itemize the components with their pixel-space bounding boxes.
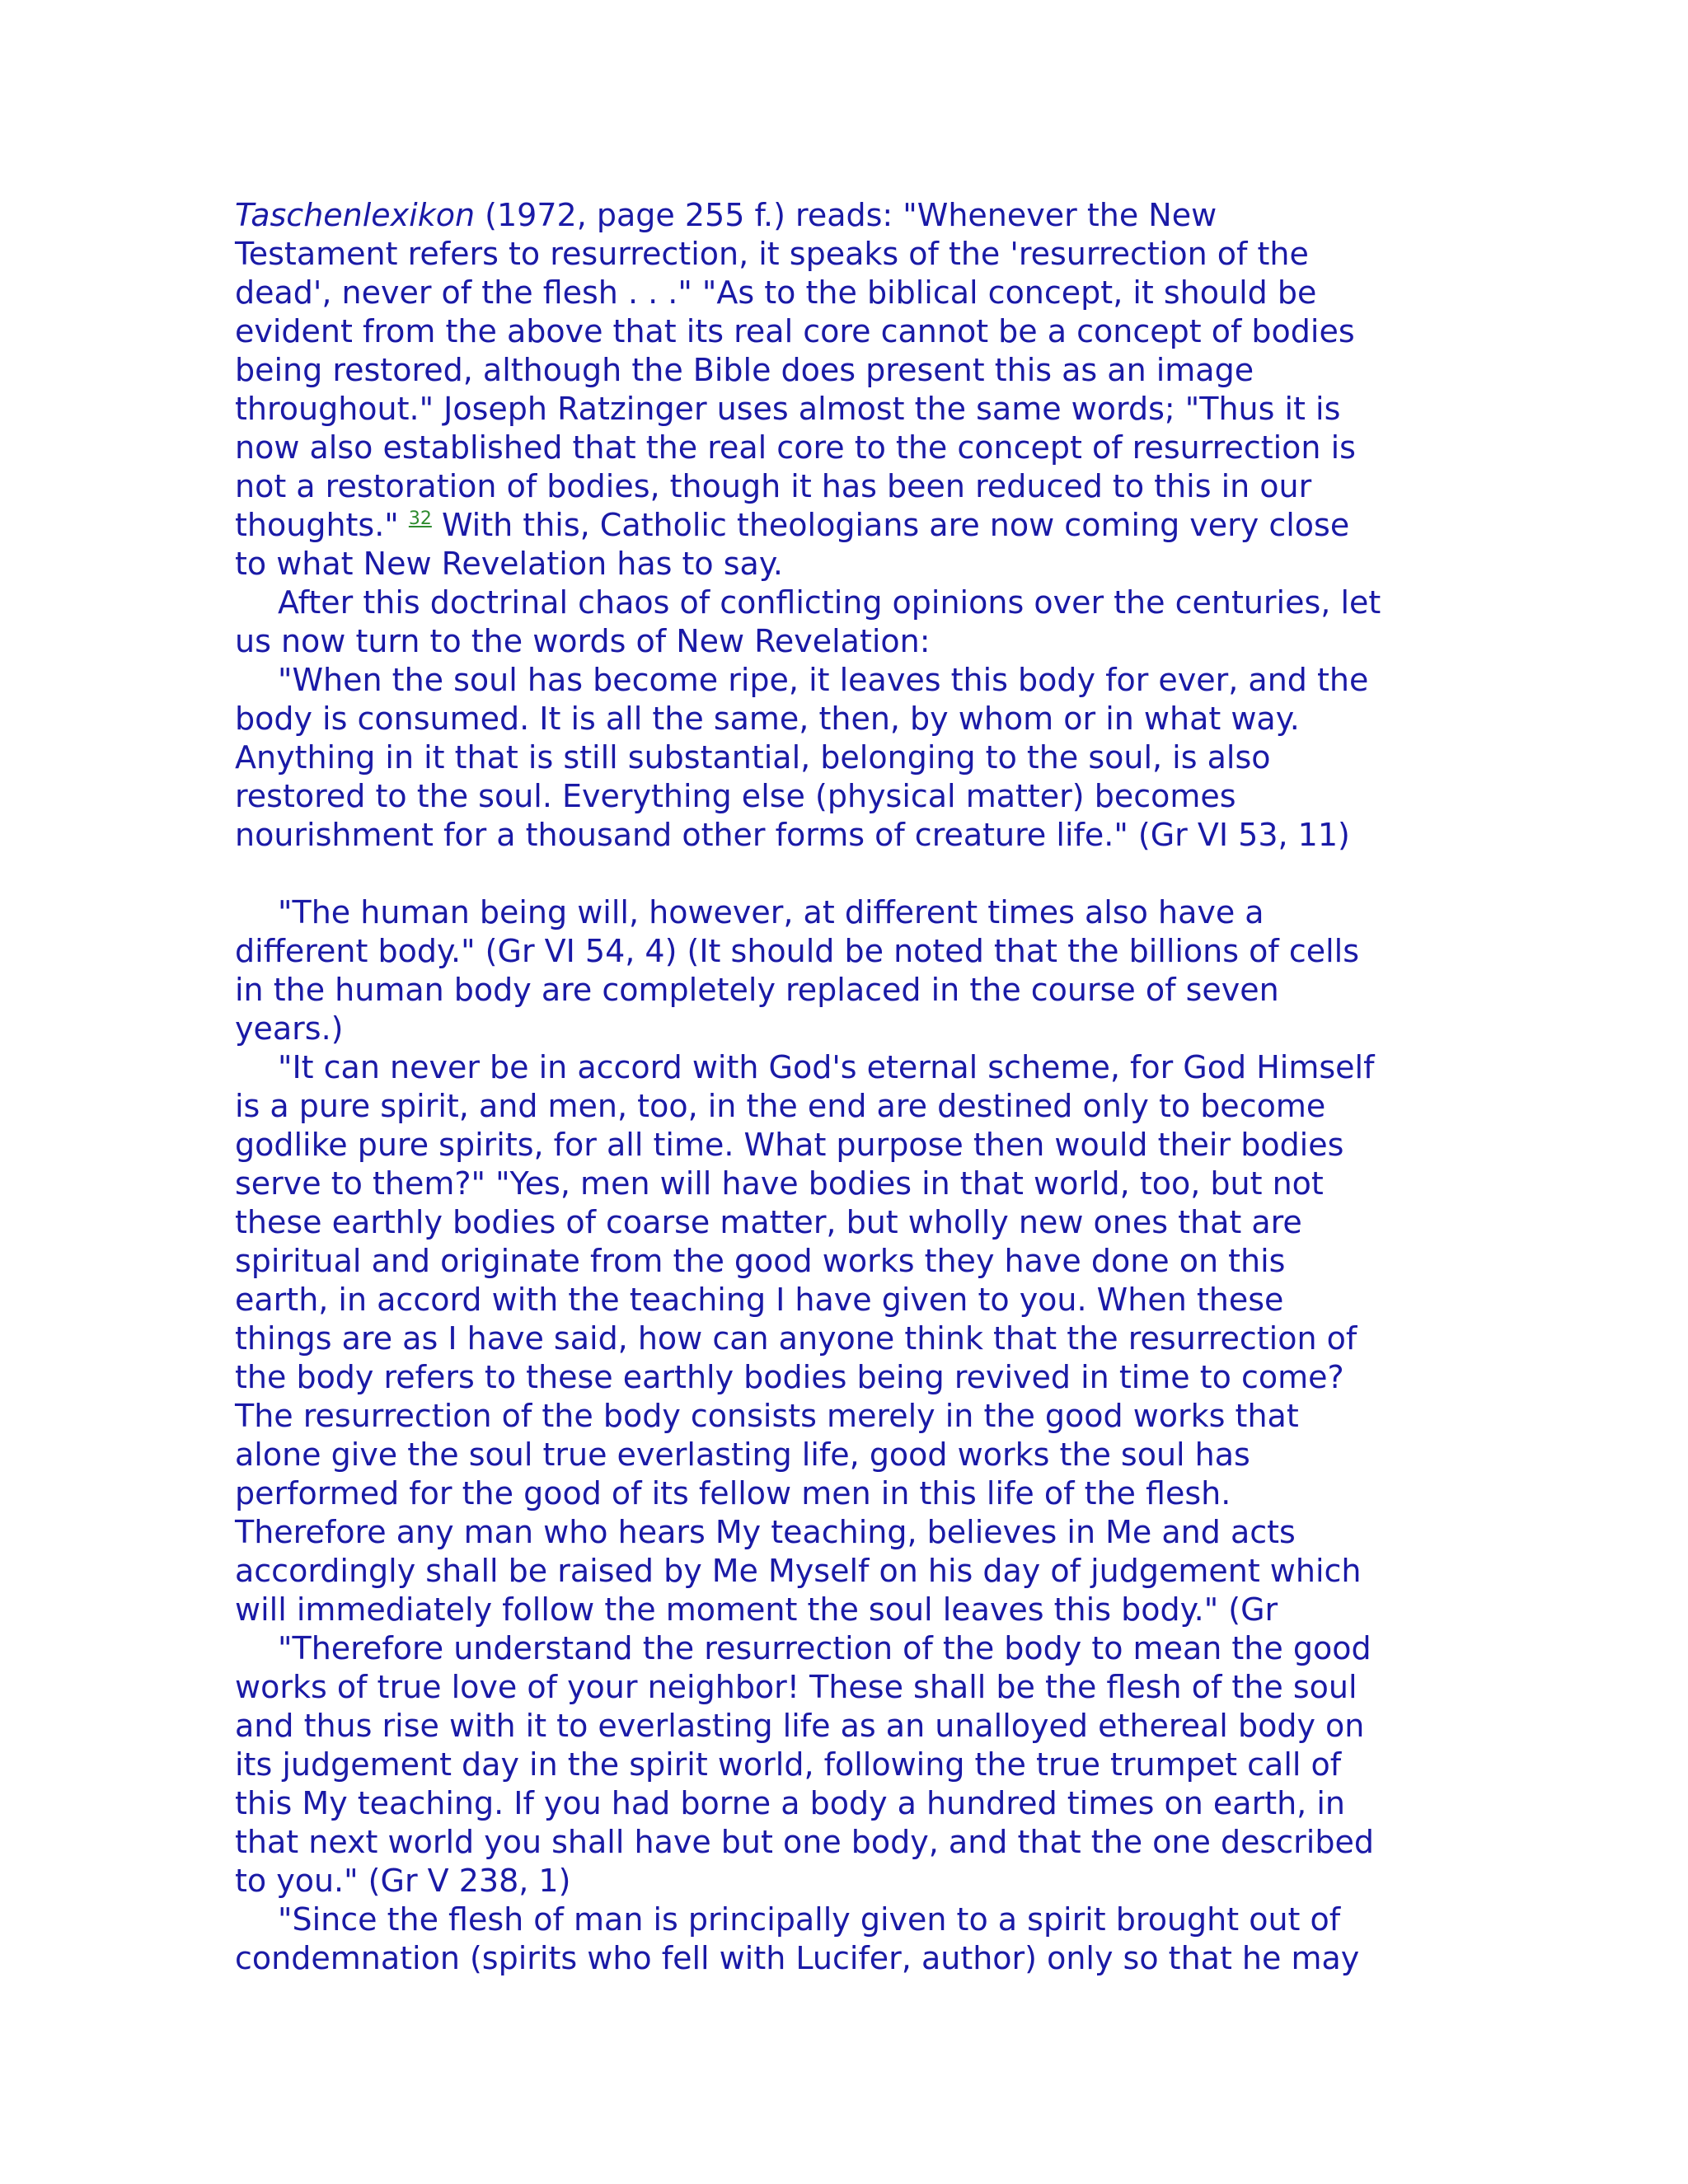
text-line: to what New Revelation has to say. — [235, 546, 783, 582]
text-line: these earthly bodies of coarse matter, but wholly new ones that are — [235, 1204, 1302, 1240]
text-line: earth, in accord with the teaching I have given to you. When these — [235, 1282, 1284, 1318]
paragraph-quote-different-body — [235, 893, 1471, 1048]
text-line: works of true love of your neighbor! These shall be the flesh of the soul — [235, 1669, 1357, 1705]
text-line: evident from the above that its real core cannot be a concept of bodies — [235, 313, 1355, 349]
text-line: years.) — [235, 1010, 344, 1047]
paragraph-doctrinal-chaos — [235, 583, 1471, 661]
text-line: things are as I have said, how can anyone think that the resurrection of — [235, 1320, 1357, 1357]
text-line: being restored, although the Bible does present this as an image — [235, 352, 1254, 388]
paragraph-taschenlexikon-quote — [235, 196, 1471, 583]
text-line: will immediately follow the moment the soul leaves this body." (Gr — [235, 1591, 1278, 1628]
book-title-italic: Taschenlexikon — [235, 197, 476, 233]
text-line: is a pure spirit, and men, too, in the end are destined only to become — [235, 1088, 1326, 1124]
text-line: different body." (Gr VI 54, 4) (It should be noted that the billions of cells — [235, 933, 1360, 969]
paragraph-quote-good-works — [235, 1629, 1471, 1900]
text-line: performed for the good of its fellow men in this life of the flesh. — [235, 1475, 1231, 1511]
text-line: body is consumed. It is all the same, then, by whom or in what way. — [235, 701, 1300, 737]
text-line: Testament refers to resurrection, it speaks of the 'resurrection of the — [235, 236, 1309, 272]
text-line: Therefore any man who hears My teaching, believes in Me and acts — [235, 1514, 1296, 1550]
text-line: the body refers to these earthly bodies being revived in time to come? — [235, 1359, 1344, 1395]
paragraph-quote-eternal-scheme — [235, 1048, 1471, 1629]
text-line: not a restoration of bodies, though it has been reduced to this in our — [235, 468, 1312, 504]
text-line: serve to them?" "Yes, men will have bodies in that world, too, but not — [235, 1165, 1324, 1202]
text-line: and thus rise with it to everlasting life as an unalloyed ethereal body on — [235, 1708, 1365, 1744]
text-line: spiritual and originate from the good works they have done on this — [235, 1243, 1286, 1279]
text-line: its judgement day in the spirit world, following the true trumpet call of — [235, 1746, 1342, 1783]
footnote-link-32[interactable]: 32 — [408, 509, 432, 529]
text-line: godlike pure spirits, for all time. What purpose then would their bodies — [235, 1127, 1344, 1163]
text-line: Taschenlexikon (1972, page 255 f.) reads: "Whenever the New — [235, 197, 1217, 233]
text-line: "It can never be in accord with God's eternal scheme, for God Himself — [278, 1049, 1375, 1085]
text-line: to you." (Gr V 238, 1) — [235, 1863, 571, 1899]
paragraph-quote-soul-ripe — [235, 661, 1471, 855]
text-line: us now turn to the words of New Revelation: — [235, 623, 931, 659]
text-line: alone give the soul true everlasting life, good works the soul has — [235, 1436, 1250, 1473]
text-line: The resurrection of the body consists merely in the good works that — [235, 1398, 1299, 1434]
text-line: "The human being will, however, at different times also have a — [278, 894, 1264, 930]
text-line: nourishment for a thousand other forms of creature life." (Gr VI 53, 11) — [235, 817, 1350, 853]
text-line: condemnation (spirits who fell with Lucifer, author) only so that he may — [235, 1940, 1360, 1976]
text-line: "Since the flesh of man is principally given to a spirit brought out of — [278, 1901, 1341, 1938]
text-line: "Therefore understand the resurrection of the body to mean the good — [278, 1630, 1372, 1666]
text-line: restored to the soul. Everything else (physical matter) becomes — [235, 778, 1236, 814]
text-line: After this doctrinal chaos of conflicting opinions over the centuries, let — [278, 584, 1381, 621]
text-line: now also established that the real core to the concept of resurrection is — [235, 429, 1356, 466]
text-line: Anything in it that is still substantial, belonging to the soul, is also — [235, 739, 1271, 776]
text-line: "When the soul has become ripe, it leaves this body for ever, and the — [278, 662, 1369, 698]
paragraph-quote-flesh-of-man — [235, 1900, 1471, 1978]
blank-line — [235, 855, 1471, 893]
document-page — [235, 196, 1471, 1978]
text-line: thoughts." $^{32}$ With this, Catholic theologians are now coming very close — [235, 507, 1350, 543]
text-line: in the human body are completely replaced in the course of seven — [235, 972, 1279, 1008]
text-line: dead', never of the flesh . . ." "As to the biblical concept, it should be — [235, 274, 1317, 311]
text-line: that next world you shall have but one body, and that the one described — [235, 1824, 1374, 1860]
text-line: accordingly shall be raised by Me Myself on his day of judgement which — [235, 1553, 1362, 1589]
text-line: this My teaching. If you had borne a body a hundred times on earth, in — [235, 1785, 1345, 1821]
text-line: throughout." Joseph Ratzinger uses almost the same words; "Thus it is — [235, 391, 1341, 427]
